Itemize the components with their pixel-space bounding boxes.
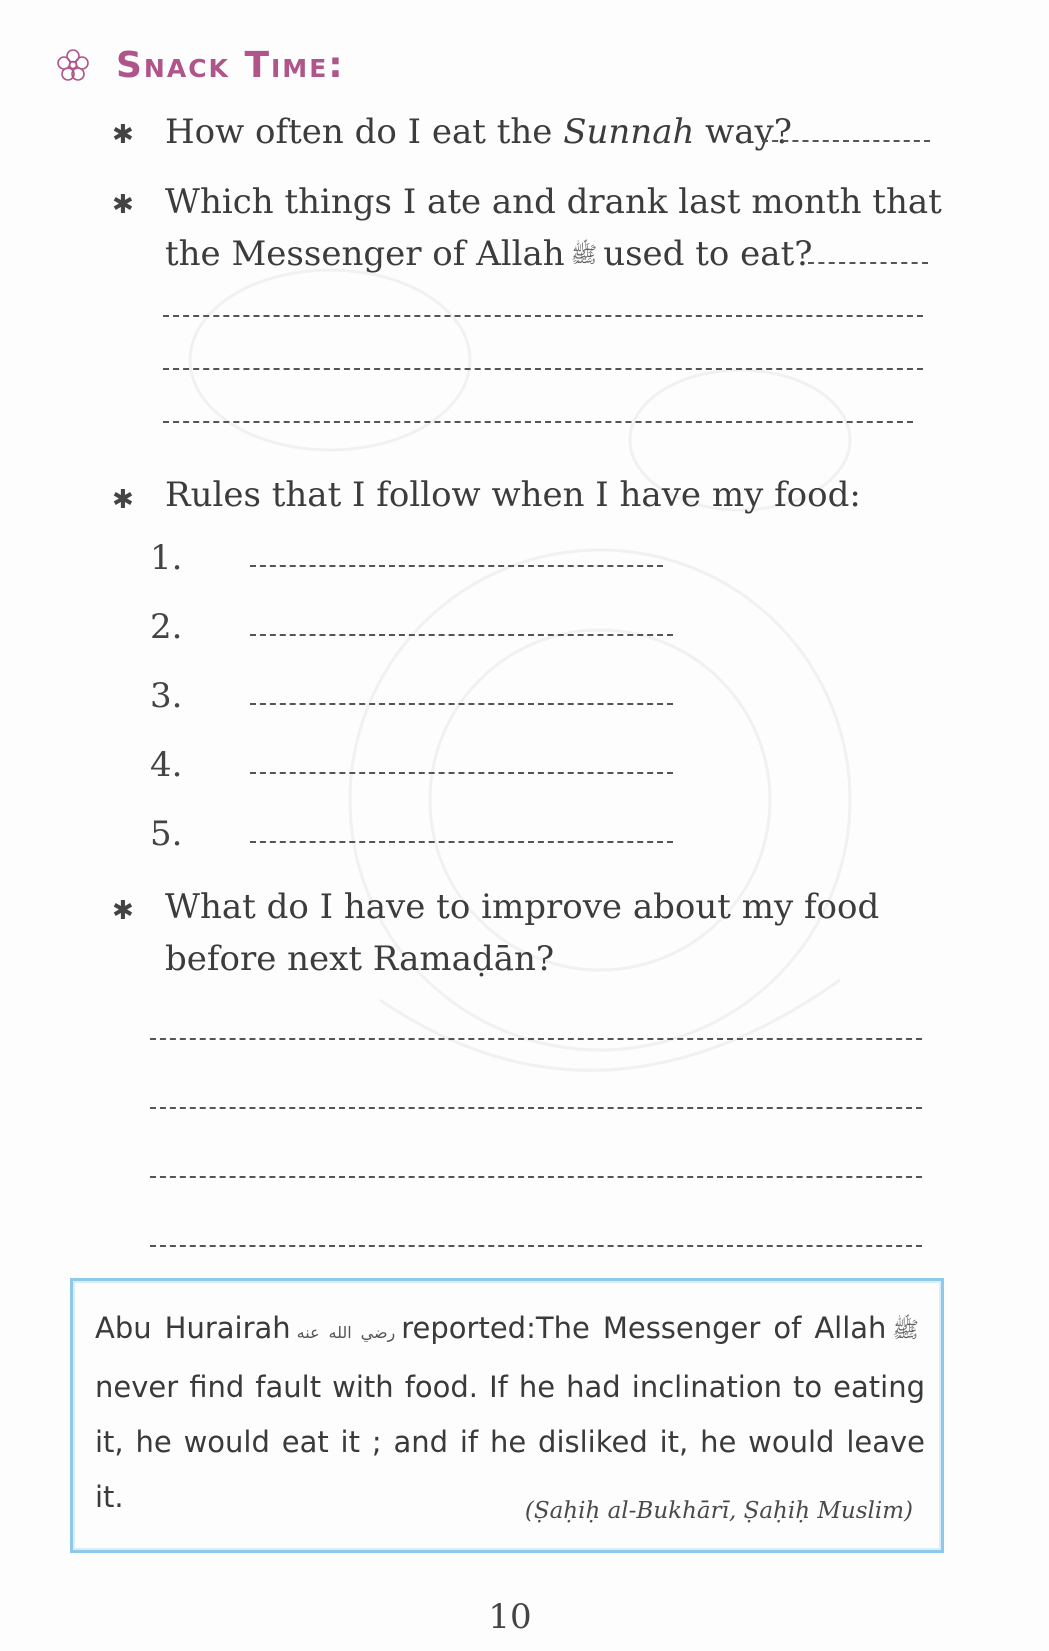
answer-line[interactable]: [163, 368, 923, 370]
rule-answer-line[interactable]: [250, 703, 673, 705]
answer-line[interactable]: [150, 1176, 922, 1178]
hadith-box: [70, 1278, 944, 1553]
question-how-often: How often do I eat the Sunnah way?: [165, 112, 792, 152]
section-heading: [56, 40, 345, 90]
hadith-intro: reported:The Messenger of Allah: [401, 1311, 887, 1345]
rule-answer-line[interactable]: [250, 772, 673, 774]
answer-line[interactable]: [150, 1038, 922, 1040]
rule-answer-line[interactable]: [250, 841, 673, 843]
answer-line[interactable]: [163, 421, 913, 423]
hadith-text: [95, 1301, 925, 1525]
bullet-star-icon: ✱: [112, 896, 134, 926]
bullet-star-icon: ✱: [112, 120, 134, 150]
question-which-things-line2: the Messenger of Allah ﷺ used to eat?: [165, 227, 812, 283]
radiallahu-anhu-calligraphy: رضي الله عنه: [296, 1323, 396, 1342]
rule-number: 2.: [150, 607, 183, 647]
rule-number: 3.: [150, 676, 183, 716]
pbuh-calligraphy: ﷺ: [892, 1317, 919, 1343]
hadith-narrator: Abu Hurairah: [95, 1311, 291, 1345]
bullet-star-icon: ✱: [112, 190, 134, 220]
rule-number: 1.: [150, 538, 183, 578]
page-number: 10: [488, 1597, 532, 1637]
rule-number: 4.: [150, 745, 183, 785]
bullet-star-icon: ✱: [112, 485, 134, 515]
rule-number: 5.: [150, 814, 183, 854]
answer-line[interactable]: [163, 315, 923, 317]
question-improve-line2: before next Ramaḍān?: [165, 939, 555, 979]
hadith-source: (Ṣaḥiḥ al-Bukhārī, Ṣaḥiḥ Muslim): [524, 1498, 913, 1524]
rule-answer-line[interactable]: [250, 565, 663, 567]
heading-title: Snack Time:: [116, 44, 345, 86]
answer-line[interactable]: [762, 140, 930, 142]
pbuh-calligraphy: ﷺ: [570, 243, 598, 268]
flower-icon: [56, 48, 90, 82]
question-which-things-line1: Which things I ate and drank last month that: [165, 182, 942, 222]
rule-answer-line[interactable]: [250, 634, 673, 636]
answer-line[interactable]: [150, 1245, 922, 1247]
question-rules: Rules that I follow when I have my food:: [165, 475, 861, 515]
answer-line[interactable]: [150, 1107, 922, 1109]
hadith-body: never find fault with food. If he had inclination to eating it, he would eat it ; and if he disliked it, he would leave it.: [95, 1370, 925, 1514]
question-improve-line1: What do I have to improve about my food: [165, 887, 880, 927]
answer-line[interactable]: [808, 262, 928, 264]
